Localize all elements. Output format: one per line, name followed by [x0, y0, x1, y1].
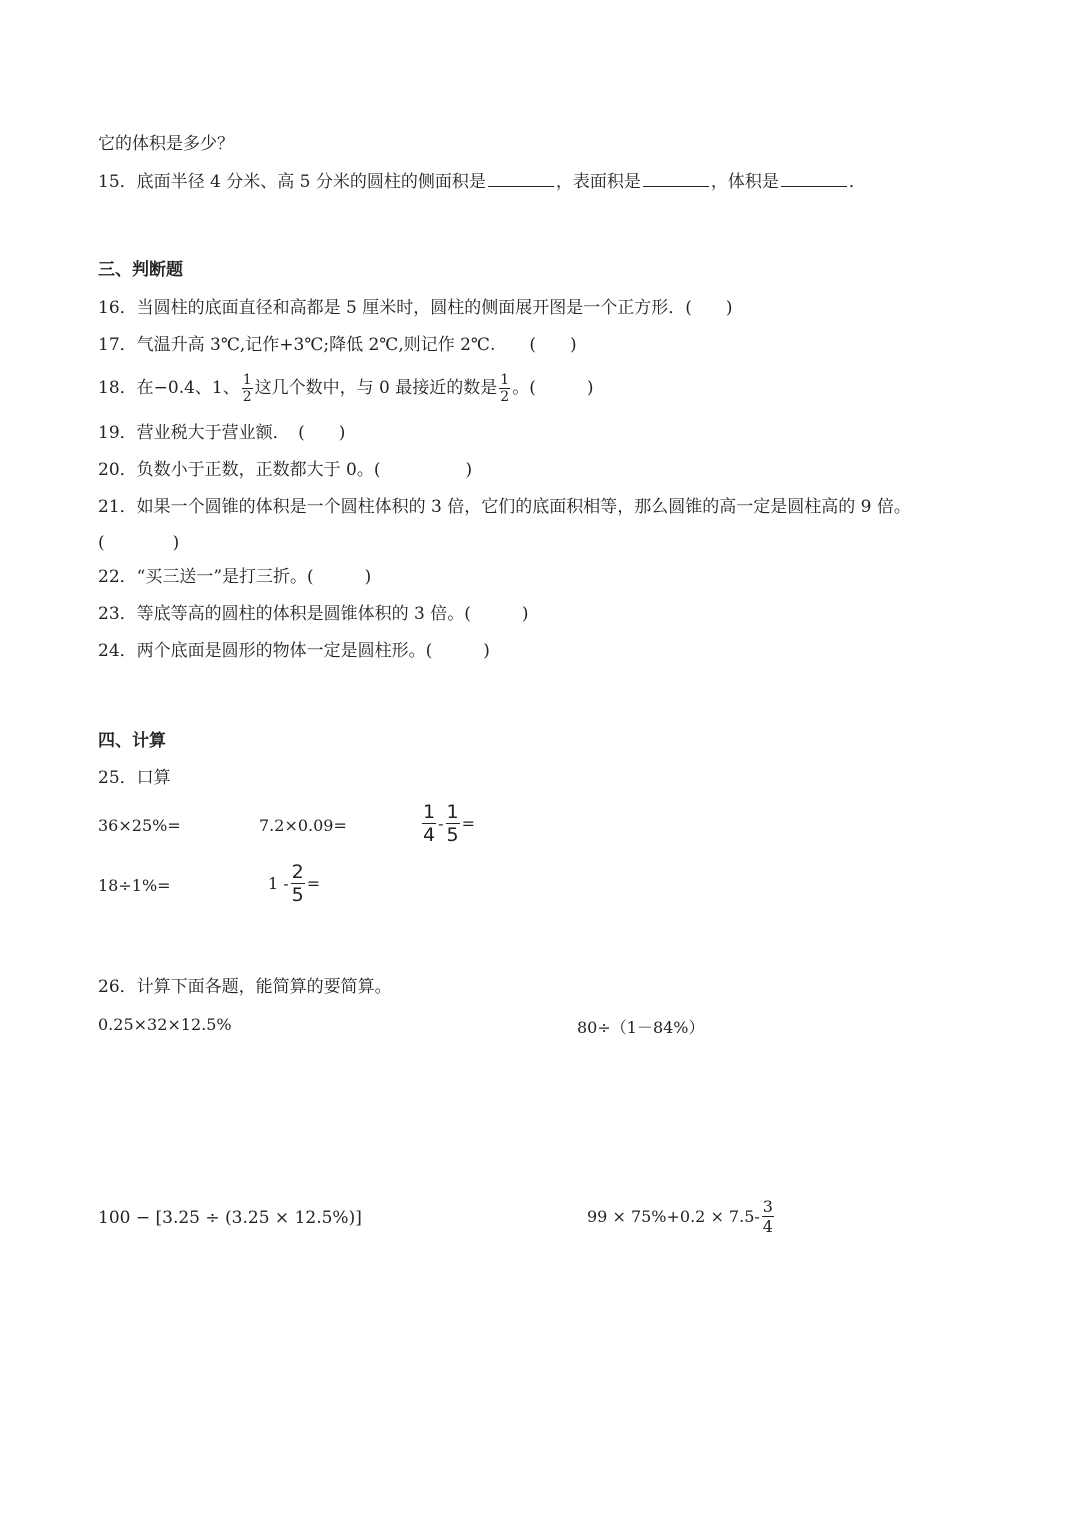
oral-e-equals: = — [306, 874, 321, 893]
q23: 23．等底等高的圆柱的体积是圆锥体积的 3 倍。( ) — [98, 604, 529, 624]
q18-frac1-num: 1 — [242, 372, 252, 388]
oral-e-frac — [291, 862, 305, 905]
q24: 24．两个底面是圆形的物体一定是圆柱形。( ) — [98, 641, 490, 661]
q22: 22．“买三送一”是打三折。( ) — [98, 567, 372, 587]
oral-c-num2: 1 — [446, 801, 459, 823]
calc-d-prefix: 99 × 75%+0.2 × 7.5- — [587, 1207, 760, 1226]
calc-c: 100 − [3.25 ÷ (3.25 × 12.5%)] — [98, 1208, 362, 1228]
calc-a: 0.25×32×12.5% — [98, 1015, 232, 1034]
q18-frac2-num: 1 — [500, 372, 510, 388]
oral-e-prefix: 1 - — [268, 874, 289, 893]
q18-mid: 这几个数中，与 0 最接近的数是 — [254, 378, 498, 398]
q15 — [98, 170, 866, 193]
q21-line-2: ( ) — [98, 533, 180, 553]
oral-c — [420, 802, 475, 845]
q25-title: 25．口算 — [98, 768, 171, 788]
q15-blank-2[interactable] — [643, 170, 709, 187]
q15-mid2: ，体积是 — [710, 172, 779, 192]
oral-c-frac2 — [446, 802, 460, 845]
oral-c-equals: = — [461, 814, 475, 833]
q15-blank-1[interactable] — [488, 170, 554, 187]
oral-c-den1: 4 — [423, 824, 436, 846]
q19: 19．营业税大于营业额． ( ) — [98, 423, 346, 443]
oral-c-minus: - — [438, 814, 444, 833]
q18-frac1-den: 2 — [242, 389, 252, 405]
q14-tail: 它的体积是多少？ — [98, 134, 234, 154]
oral-c-frac1 — [422, 802, 436, 845]
oral-d: 18÷1%= — [98, 876, 171, 895]
q17: 17．气温升高 3℃,记作+3℃;降低 2℃,则记作 2℃. ( ) — [98, 335, 577, 355]
oral-b: 7.2×0.09= — [259, 816, 347, 835]
calc-d-frac — [762, 1198, 774, 1235]
oral-c-den2: 5 — [446, 824, 459, 846]
section-4-title: 四、计算 — [98, 731, 166, 751]
calc-d-num: 3 — [762, 1197, 773, 1216]
q20: 20．负数小于正数，正数都大于 0。( ) — [98, 460, 473, 480]
oral-e-num: 2 — [291, 861, 304, 883]
section-3-title: 三、判断题 — [98, 260, 183, 280]
oral-a: 36×25%= — [98, 816, 181, 835]
calc-d — [587, 1198, 776, 1235]
oral-c-num1: 1 — [423, 801, 436, 823]
q26-title: 26．计算下面各题，能简算的要简算。 — [98, 977, 392, 997]
q18-frac2-den: 2 — [500, 389, 510, 405]
q18-prefix: 18．在−0.4、1、 — [98, 378, 240, 398]
q21-line-1: 21．如果一个圆锥的体积是一个圆柱体积的 3 倍，它们的底面积相等，那么圆锥的高一定是圆柱高的 9 倍。 — [98, 497, 911, 517]
q18-fraction-1 — [242, 373, 253, 404]
q15-blank-3[interactable] — [781, 170, 847, 187]
oral-e-den: 5 — [291, 884, 304, 906]
q15-mid1: ，表面积是 — [555, 172, 641, 192]
q16: 16．当圆柱的底面直径和高都是 5 厘米时，圆柱的侧面展开图是一个正方形．( ) — [98, 298, 733, 318]
q18-end: 。( ) — [512, 378, 594, 398]
q18 — [98, 370, 593, 406]
calc-d-den: 4 — [762, 1217, 773, 1236]
q18-fraction-2 — [499, 373, 510, 404]
calc-b: 80÷（1－84%） — [577, 1018, 705, 1037]
q15-prefix: 15．底面半径 4 分米、高 5 分米的圆柱的侧面积是 — [98, 172, 486, 192]
q15-end: ． — [848, 172, 866, 192]
oral-e — [268, 862, 320, 905]
